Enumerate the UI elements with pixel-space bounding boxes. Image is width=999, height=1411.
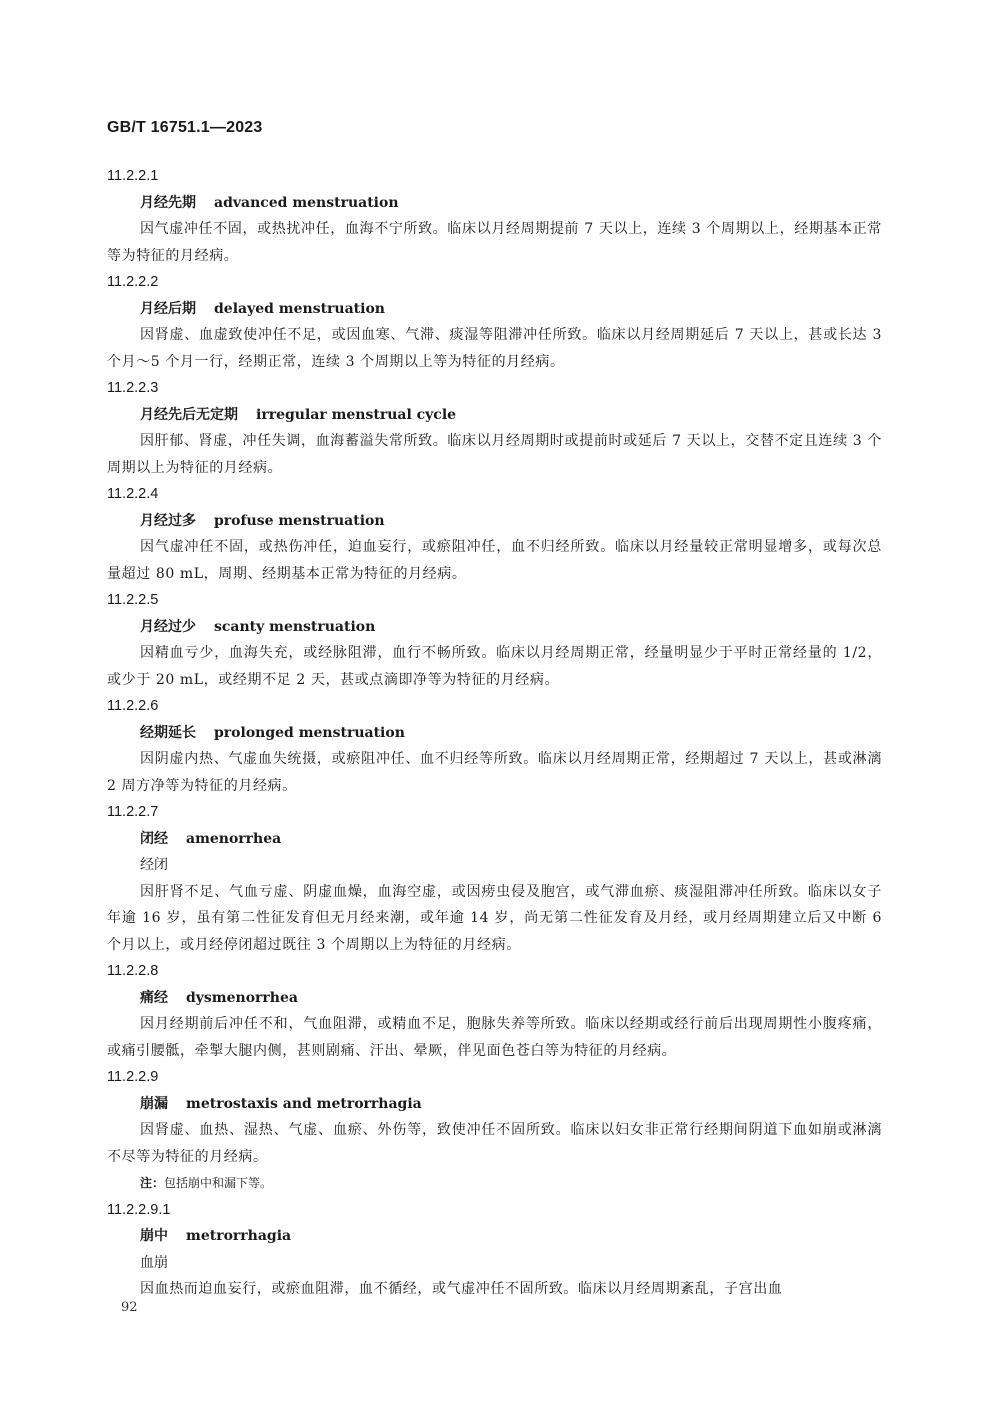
term-en: profuse menstruation: [214, 512, 385, 529]
clause-number: 11.2.2.1: [107, 168, 159, 184]
clause-number: 11.2.2.4: [107, 486, 159, 502]
page-number: 92: [121, 1300, 138, 1315]
term-definition: 因肝肾不足、气血亏虚、阴虚血燥，血海空虚，或因痨虫侵及胞宫，或气滞血瘀、痰湿阻滞冲任所致。临床以女子年逾 16 岁，虽有第二性征发育但无月经来潮，或年逾 14 岁，尚无第二性征发育及月经，或月经周期建立后又中断 6 个月以上，或月经停闭超过既往 3 个周期以上为特征的月经病。: [107, 883, 882, 953]
term-zh: 月经先期: [140, 194, 196, 211]
term-heading: [107, 1091, 882, 1118]
note-label: 注：: [140, 1176, 165, 1190]
clause-number: 11.2.2.7: [107, 804, 159, 820]
term-en: amenorrhea: [186, 830, 282, 847]
term-en: advanced menstruation: [214, 194, 399, 211]
term-definition: 因气虚冲任不固，或热伤冲任，迫血妄行，或瘀阻冲任，血不归经所致。临床以月经量较正常明显增多，或每次总量超过 80 mL，周期、经期基本正常为特征的月经病。: [107, 539, 882, 582]
term-heading: [107, 190, 882, 217]
term-zh: 经期延长: [140, 724, 196, 741]
term-en: dysmenorrhea: [186, 989, 298, 1006]
term-definition: 因阴虚内热、气虚血失统摄，或瘀阻冲任、血不归经等所致。临床以月经周期正常，经期超过 7 天以上，甚或淋漓 2 周方净等为特征的月经病。: [107, 751, 882, 794]
term-en: delayed menstruation: [214, 300, 385, 317]
clause-number: 11.2.2.3: [107, 380, 159, 396]
clause-list: [107, 163, 882, 1303]
term-zh: 月经后期: [140, 300, 196, 317]
term-definition: 因肝郁、肾虚，冲任失调，血海蓄溢失常所致。临床以月经周期时或提前时或延后 7 天以上，交替不定且连续 3 个周期以上为特征的月经病。: [107, 433, 882, 476]
term-definition: 因血热而迫血妄行，或瘀血阻滞，血不循经，或气虚冲任不固所致。临床以月经周期紊乱，子宫出血: [140, 1281, 783, 1297]
term-heading: [107, 720, 882, 747]
clause-number: 11.2.2.8: [107, 963, 159, 979]
term-zh: 痛经: [140, 989, 168, 1006]
term-en: scanty menstruation: [214, 618, 376, 635]
term-en: irregular menstrual cycle: [256, 406, 457, 423]
term-definition: 因肾虚、血热、湿热、气虚、血瘀、外伤等，致使冲任不固所致。临床以妇女非正常行经期间阴道下血如崩或淋漓不尽等为特征的月经病。: [107, 1122, 882, 1165]
term-heading: [107, 402, 882, 429]
term-heading: [107, 614, 882, 641]
term-heading: [107, 508, 882, 535]
term-synonym: 经闭: [140, 857, 168, 873]
term-zh: 崩中: [140, 1228, 168, 1244]
term-synonym: 血崩: [140, 1254, 168, 1271]
term-en: metrostaxis and metrorrhagia: [186, 1095, 422, 1112]
term-en: prolonged menstruation: [214, 724, 405, 741]
note-text: 包括崩中和漏下等。: [164, 1176, 273, 1190]
term-heading: [107, 1223, 882, 1250]
term-zh: 崩漏: [140, 1095, 168, 1112]
clause-number: 11.2.2.6: [107, 698, 159, 714]
term-note: [107, 1170, 882, 1197]
term-zh: 月经过少: [140, 618, 196, 635]
term-heading: [107, 826, 882, 853]
standard-code-header: GB/T 16751.1—2023: [107, 119, 263, 136]
term-zh: 闭经: [140, 830, 168, 847]
term-definition: 因月经期前后冲任不和，气血阻滞，或精血不足，胞脉失养等所致。临床以经期或经行前后出现周期性小腹疼痛，或痛引腰骶，牵掣大腿内侧，甚则剧痛、汗出、晕厥，伴见面色苍白等为特征的月经病。: [107, 1016, 882, 1059]
term-definition: 因气虚冲任不固，或热扰冲任，血海不宁所致。临床以月经周期提前 7 天以上，连续 3 个周期以上，经期基本正常等为特征的月经病。: [107, 221, 882, 264]
term-en: metrorrhagia: [186, 1228, 292, 1244]
clause-number: 11.2.2.5: [107, 592, 159, 608]
term-heading: [107, 985, 882, 1012]
term-zh: 月经过多: [140, 512, 196, 529]
clause-number: 11.2.2.9: [107, 1069, 159, 1085]
term-zh: 月经先后无定期: [140, 406, 238, 423]
clause-number: 11.2.2.2: [107, 274, 159, 290]
term-heading: [107, 296, 882, 323]
term-definition: 因肾虚、血虚致使冲任不足，或因血寒、气滞、痰湿等阻滞冲任所致。临床以月经周期延后 7 天以上，甚或长达 3 个月～5 个月一行，经期正常，连续 3 个周期以上等为特征的月经病。: [107, 327, 882, 370]
term-definition: 因精血亏少，血海失充，或经脉阻滞，血行不畅所致。临床以月经周期正常，经量明显少于平时正常经量的 1/2，或少于 20 mL，或经期不足 2 天，甚或点滴即净等为特征的月经病。: [107, 645, 882, 688]
clause-number: 11.2.2.9.1: [107, 1201, 171, 1218]
